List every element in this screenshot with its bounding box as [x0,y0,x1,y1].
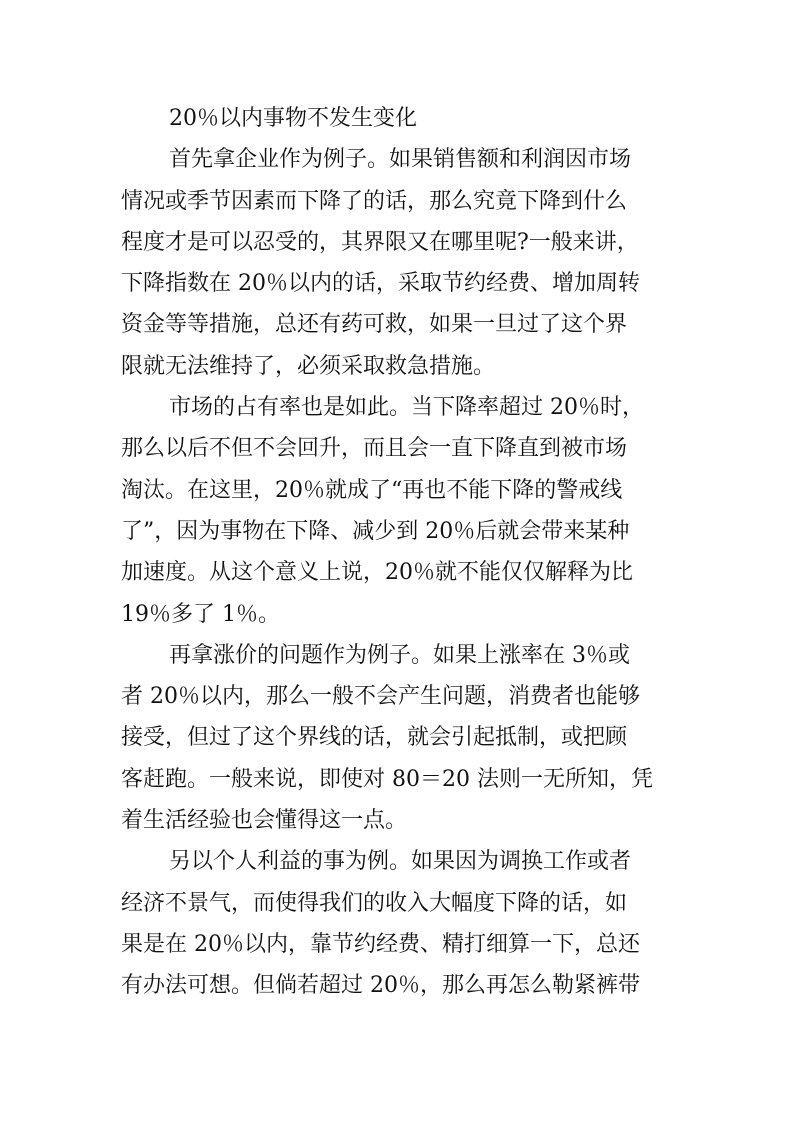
paragraph-line: 19％多了 1％。 [121,601,280,627]
paragraph-line: 淘汰。在这里，20％就成了“再也不能下降的警戒线 [121,477,623,503]
paragraph-line: 有办法可想。但倘若超过 20％，那么再怎么勒紧裤带 [121,973,640,999]
body-text [121,98,681,1007]
paragraph-line: 再拿涨价的问题作为例子。如果上涨率在 3％或 [169,642,630,668]
paragraph-line: 客赶跑。一般来说，即使对 80＝20 法则一无所知，凭 [121,766,653,792]
paragraph-line: 那么以后不但不会回升，而且会一直下降直到被市场 [121,436,628,462]
paragraph-line: 经济不景气，而使得我们的收入大幅度下降的话，如 [121,890,628,916]
paragraph-line: 着生活经验也会懂得这一点。 [121,808,408,834]
paragraph-line: 另以个人利益的事为例。如果因为调换工作或者 [169,849,632,875]
paragraph-line: 接受，但过了这个界线的话，就会引起抵制，或把顾 [121,725,628,751]
paragraph-line: 加速度。从这个意义上说，20％就不能仅仅解释为比 [121,560,633,586]
paragraph-line: 资金等等措施，总还有药可救，如果一旦过了这个界 [121,312,628,338]
paragraph-line: 程度才是可以忍受的，其界限又在哪里呢?一般来讲， [121,229,639,255]
paragraph-line: 果是在 20％以内，靠节约经费、精打细算一下，总还 [121,931,640,957]
paragraph-line: 情况或季节因素而下降了的话，那么究竟下降到什么 [121,188,628,214]
paragraph-line: 下降指数在 20％以内的话，采取节约经费、增加周转 [121,271,640,297]
paragraph-line: 者 20％以内，那么一般不会产生问题，消费者也能够 [121,684,640,710]
section-heading: 20％以内事物不发生变化 [169,106,417,131]
paragraph-line: 限就无法维持了，必须采取救急措施。 [121,353,496,379]
paragraph-line: 了”，因为事物在下降、减少到 20％后就会带来某种 [121,518,630,544]
paragraph-line: 市场的占有率也是如此。当下降率超过 20％时， [169,395,644,421]
paragraph-line: 首先拿企业作为例子。如果销售额和利润因市场 [169,147,632,173]
